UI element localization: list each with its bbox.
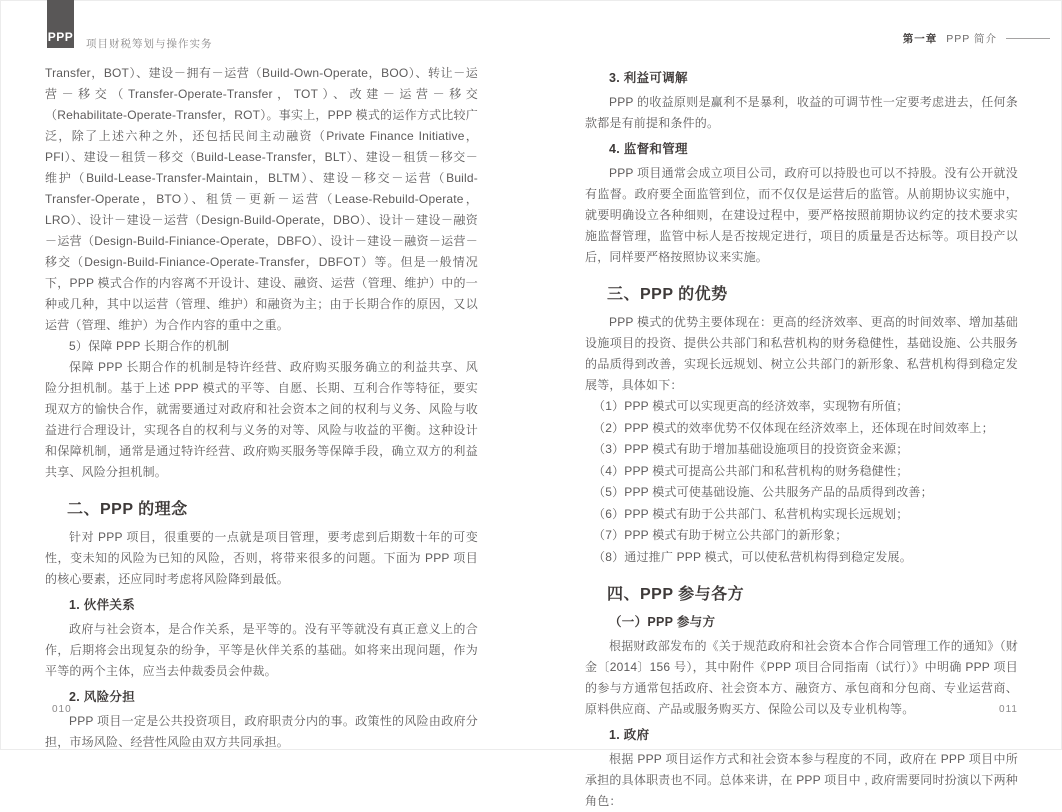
page-number-right: 011 [999,704,1018,715]
paragraph-partnership: 政府与社会资本，是合作关系，是平等的。没有平等就没有真正意义上的合作，后期将会出现复杂的纷争，平等是伙伴关系的基础。如将来出现问题，作为平等的两个主体，应当去仲裁委员会仲裁。 [45,622,478,678]
section-heading-advantages: 三、PPP 的优势 [607,286,728,303]
list-item: （3）PPP 模式有助于增加基础设施项目的投资资金来源； [593,442,909,456]
chapter-label: 第一章 [902,33,938,45]
section-heading-concept: 二、PPP 的理念 [67,501,188,518]
paragraph-government: 根据 PPP 项目运作方式和社会资本参与程度的不同，政府在 PPP 项目中所承担的具体职责也不同。总体来讲，在 PPP 项目中 , 政府需要同时扮演以下两种角色： [585,752,1018,808]
subheading-partnership: 1. 伙伴关系 [69,598,135,612]
subheading-government: 1. 政府 [609,728,650,742]
list-item: （4）PPP 模式可提高公共部门和私营机构的财务稳健性； [593,463,909,478]
paragraph-item5-body: 保障 PPP 长期合作的机制是特许经营、政府购买服务确立的利益共享、风险分担机制。基于上述 PPP 模式的平等、自愿、长期、互利合作等特征，要实现双方的愉快合作，就需要通过对政府和社会资本之间的权利与义务、风险与收益进行合理设计，实现各自的权利与义务的对等、风险与收益的平衡。这种设计和保障机制，通常是通过特许经营、政府购买服务等保障手段，确立双方的利益共享、风险分担机制。 [45,360,478,479]
paragraph-concept: 针对 PPP 项目，很重要的一点就是项目管理，要考虑到后期数十年的可变性，变未知的风险为已知的风险，否则，将带来很多的问题。下面为 PPP 项目的核心要素，还应同时考虑将风险降到最低。 [45,530,478,586]
paragraph-risk-sharing: PPP 项目一定是公共投资项目，政府职责分内的事。政策性的风险由政府分担，市场风险、经营性风险由双方共同承担。 [45,714,478,749]
subheading-participants: （一）PPP 参与方 [609,615,716,629]
paragraph-benefit-adjust: PPP 的收益原则是赢利不是暴利，收益的可调节性一定要考虑进去，任何条款都是有前提和条件的。 [585,95,1018,130]
list-item: （6）PPP 模式有助于公共部门、私营机构实现长远规划； [593,506,909,521]
subheading-benefit-adjust: 3. 利益可调解 [609,71,688,85]
section-heading-participants: 四、PPP 参与各方 [607,586,745,603]
ppp-logo-badge [47,0,74,48]
paragraph-ppp-modes-continuation: Transfer，BOT）、建设－拥有－运营（Build-Own-Operate，BOO）、转让－运营－移交（Transfer-Operate-Transfer，TOT）、改建－运营－移交（Rehabilitate-Operate-Transfer，ROT）。事实上，PPP 模式的运作方式比较广泛，除了上述六种之外，还包括民间主动融资（Private Finance Initiative，PFI）、建设－租赁－移交（Build-Lease-Transfer，BLT）、建设－租赁－移交－维护（Build-Lease-Transfer-Maintain，BLTM）、建设－移交－运营（Build-Transfer-Operate，BTO）、租赁－更新－运营（Lease-Rebuild-Operate，LRO）、设计－建设－运营（Design-Build-Operate，DBO）、设计－建设－融资－运营（Design-Build-Finiance-Operate，DBFO）、设计－建设－融资－运营－移交（Design-Build-Finiance-Operate-Transfer，DBFOT）等。但是一般情况下，PPP 模式合作的内容离不开设计、建设、融资、运营（管理、维护）中的一种或几种，其中以运营（管理、维护）和融资为主；由于长期合作的原因，又以运营（管理、维护）为合作内容的重中之重。 [45,66,478,332]
list-item: （5）PPP 模式可使基础设施、公共服务产品的品质得到改善； [593,485,933,499]
paragraph-item5-title: 5）保障 PPP 长期合作的机制 [69,339,230,353]
page-number-left: 010 [52,704,72,715]
subheading-risk-sharing: 2. 风险分担 [69,690,135,704]
list-item: （7）PPP 模式有助于树立公共部门的新形象； [593,528,848,542]
left-page-column [45,63,478,753]
list-item: （1）PPP 模式可以实现更高的经济效率，实现物有所值； [593,399,909,413]
chapter-title: PPP 简介 [946,33,997,45]
right-page-column [585,63,1018,812]
list-item: （2）PPP 模式的效率优势不仅体现在经济效率上，还体现在时间效率上； [593,420,994,435]
chapter-rule-line [1006,38,1050,39]
paragraph-supervision: PPP 项目通常会成立项目公司，政府可以持股也可以不持股。没有公开就没有监督。政府要全面监管到位，而不仅仅是运营后的监管。从前期协议实施中，就要明确设立各种细则，在建设过程中，要严格按照前期协议约定的技术要求实施监督管理，监管中标人是否按规定进行，项目的质量是否达标等。项目投产以后，同样要严格按照协议来实施。 [585,166,1018,264]
paragraph-participants: 根据财政部发布的《关于规范政府和社会资本合作合同管理工作的通知》（财金〔2014〕156 号），其中附件《PPP 项目合同指南（试行）》中明确 PPP 项目的参与方通常包括政府、社会资本方、融资方、承包商和分包商、专业运营商、原料供应商、产品或服务购买方、保险公司以及专业机构等。 [585,639,1018,716]
advantages-list [585,396,1018,568]
chapter-header [903,31,1050,46]
book-title: 项目财税筹划与操作实务 [86,38,213,50]
list-item: （8）通过推广 PPP 模式，可以使私营机构得到稳定发展。 [593,549,912,564]
paragraph-advantages-intro: PPP 模式的优势主要体现在：更高的经济效率、更高的时间效率、增加基础设施项目的投资、提供公共部门和私营机构的财务稳健性，基础设施、公共服务的品质得到改善，实现长远规划、树立公共部门的新形象、私营机构得到稳定发展等，具体如下： [585,315,1018,392]
subheading-supervision: 4. 监督和管理 [609,142,688,156]
ppp-logo-text: PPP [47,30,74,44]
